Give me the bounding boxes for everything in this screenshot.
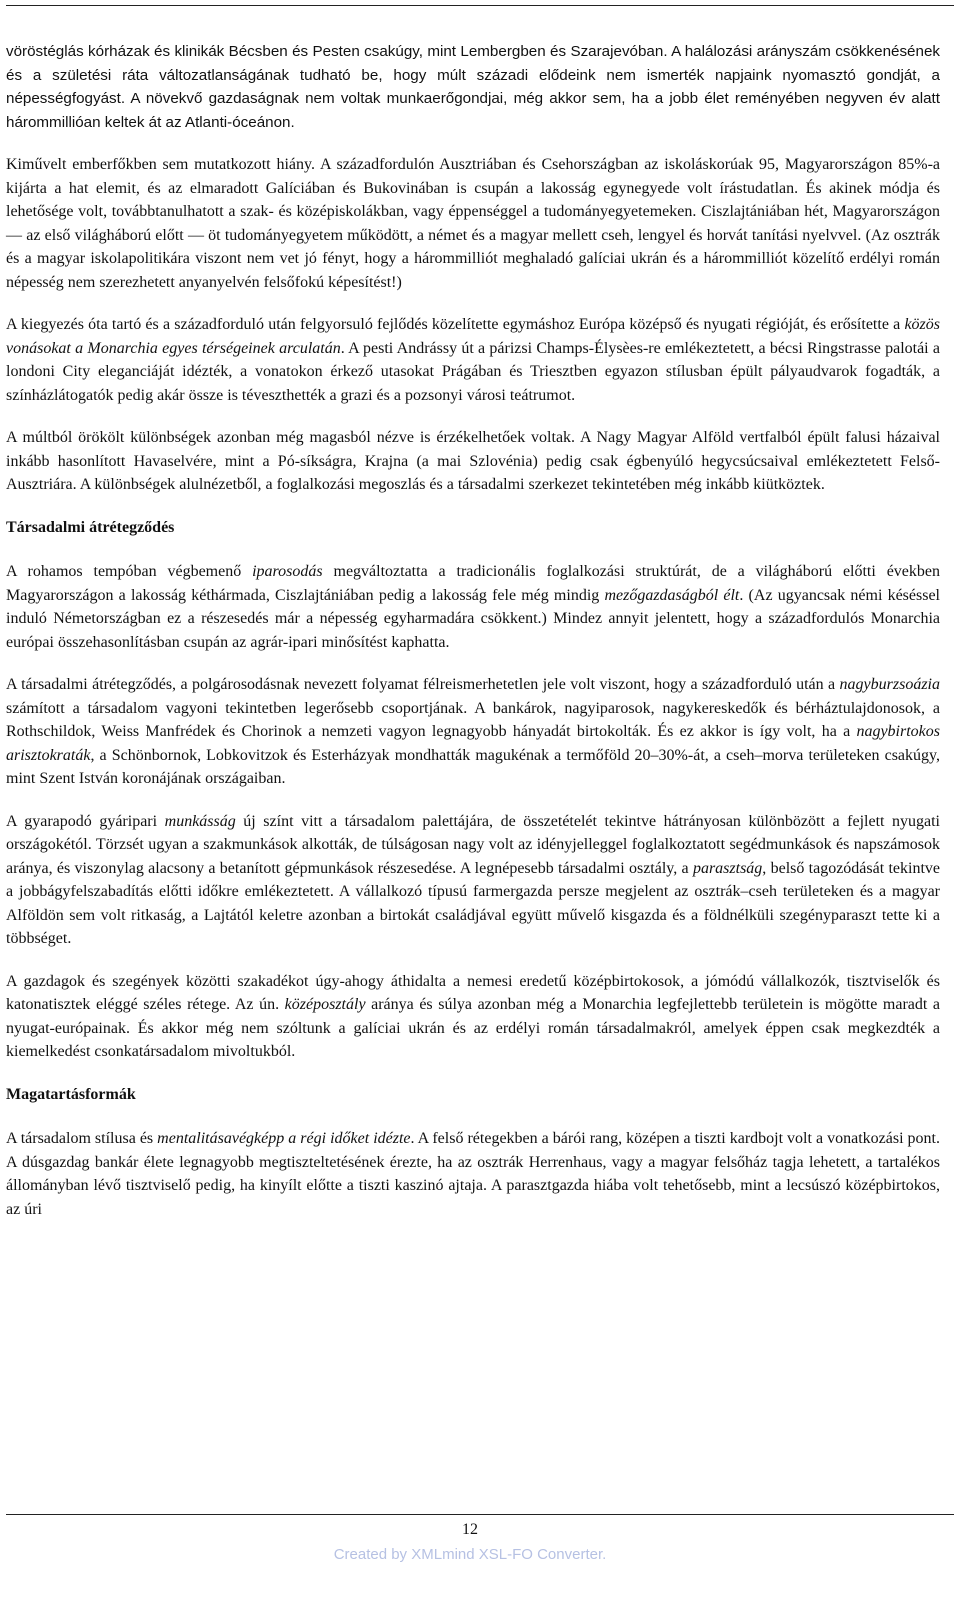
text-run: Magatartásformák [6,1085,136,1103]
paragraph [6,1127,940,1221]
emphasis-text: munkásság [164,812,236,830]
paragraph [6,426,940,497]
text-run: A társadalmi átrétegződés, a polgárosodásnak nevezett folyamat félreismerhetetlen jele volt viszont, hogy a századforduló után a [6,676,840,693]
text-run: , a Schönbornok, Lobkovitzok és Esterházyak mondhatták magukénak a termőföld 20–30%-át, a cseh–morva területeken csakúgy, mint Szent István koronájának országaiban. [6,746,940,787]
text-run: új színt vitt a társadalom palettájára, de összetételét tekintve hátrányosan különbözött a fejlett nyugati országokétól. Törzsét ugyan a szakmunkások alkották, de túlságosan nagy volt az idényjelleggel foglalkoztatott segédmunkások és napszámosok aránya, és viszonylag alacsony a betanított gépmunkások részesedése. A legnépesebb társadalmi osztály, a [6,812,941,877]
paragraph [6,560,940,654]
text-run: A kiegyezés óta tartó és a századforduló után felgyorsuló fejlődés közelítette egymáshoz Európa középső és nyugati régióját, és erősítette a [6,316,905,333]
text-run: , belső tagozódását tekintve a jobbágyfelszabadítás előtti időkre emlékeztetett. A vállalkozó típusú farmergazda persze megjelent az osztrák–cseh területeken és a magyar Alföldön sem volt ritkaság, a Lajtától keletre azonban a birtokát családjával együtt művelő kisgazda és a földnélküli szegényparaszt tette ki a többséget. [6,859,940,947]
text-run: . (Az ugyancsak némi késéssel induló Németországban ez a részesedés már a népesség egyharmadára csökkent.) Mindez annyit jelentett, hogy a századfordulós Monarchia európai összehasonlításban csupán az agrár-ipari minősítést kaphatta. [6,586,940,651]
document-body [6,40,940,1240]
emphasis-text: parasztság [692,859,763,877]
emphasis-text: mentalitásavégképp a régi időket idézte [157,1130,411,1147]
text-run: A rohamos tempóban végbemenő [6,563,253,580]
text-run: aránya és súlya azonban még a Monarchia legfejlettebb területein is mögötte maradt a nyugat-európainak. És akkor még nem szóltunk a galíciai ukrán és az erdélyi román társadalmakról, amelyek éppen csak megkezdték a kiemelkedést csonkatársadalom mivoltukból. [6,996,941,1060]
emphasis-text: nagyburzsoázia [839,676,940,693]
footer-rule [6,1514,954,1515]
top-rule [6,5,954,6]
paragraph [6,970,940,1064]
text-run: A társadalom stílusa és [6,1130,158,1147]
section-heading [6,1083,940,1107]
emphasis-text: nagybirtokos arisztokraták [6,723,940,764]
text-run: A gyarapodó gyáripari [6,812,165,830]
paragraph [6,40,940,134]
emphasis-text: középosztály [284,996,366,1013]
text-run: . A pesti Andrássy út a párizsi Champs-Élysèes-re emlékeztetett, a bécsi Ringstrasse palotái a londoni City eleganciáját idézték, a vonatokon érkező utasokat Prágában és Triesztben egyazon stílusban épült pályaudvarok fogadták, a színházlátogatók pedig akár össze is téveszthették a grazi és a pozsonyi városi teátrumot. [6,339,940,404]
paragraph [6,673,940,791]
text-run: Társadalmi átrétegződés [6,518,175,536]
converter-credit: Created by XMLmind XSL-FO Converter. [333,1546,607,1563]
paragraph [6,313,940,407]
text-run: . A felső rétegekben a bárói rang, középen a tiszti kardbojt volt a vonatkozási pont. A dúsgazdag bankár élete legnagyobb megtiszteltetésének érezte, ha az osztrák Herrenhaus, vagy a magyar felsőház tagja lehetett, a tartalékos állományban lévő tisztviselő pedig, ha kinyílt előtte a tiszti kaszinó ajtaja. A parasztgazda hiába volt tehetősebb, mint a lecsúszó középbirtokos, az úri [6,1130,940,1218]
emphasis-text: iparosodás [252,563,323,580]
text-run: A gazdagok és szegények közötti szakadékot úgy-ahogy áthidalta a nemesi eredetű középbirtokosok, a jómódú vállalkozók, tisztviselők és katonatisztek eléggé széles rétege. Az ún. [6,972,940,1013]
text-run: megváltoztatta a tradicionális foglalkozási struktúrát, de a világháború előtti években Magyarországon a lakosság kéthármada, Ciszlajtániában pedig a lakosság fele még mindig [6,563,940,604]
page-number: 12 [462,1521,478,1538]
text-run: Kiművelt emberfőkben sem mutatkozott hiány. A századfordulón Ausztriában és Csehországban az iskoláskorúak 95, Magyarországon 85%-a kijárta a hat elemit, és az elmaradott Galíciában és Bukovinában is csupán a lakosság egynegyede volt írástudatlan. És akinek módja és lehetősége volt, továbbtanulhatott a szak- és középiskolákban, vagy éppenséggel a tudományegyetemeken. Ciszlajtániában hét, Magyarországon — az első világháború előtt — öt tudományegyetem működött, a német és a magyar mellett cseh, lengyel és horvát tanítási nyelvvel. (Az osztrák és a magyar iskolapolitikára viszont nem vet jó fényt, hogy a hárommilliót meghaladó galíciai ukrán és a hárommilliót közelítő erdélyi román népesség nem szerezhetett anyanyelvén felsőfokú képesítést!) [6,156,940,291]
text-run: számított a társadalom vagyoni tekintetben legerősebb csoportjának. A bankárok, nagyiparosok, nagykereskedők és bérháztulajdonosok, a Rothschildok, Weiss Manfrédek és Chorinok a nemzeti vagyon legnagyobb hányadát birtokolták. És ez akkor is így volt, ha a [6,699,940,740]
text-run: A múltból örökölt különbségek azonban még magasból nézve is érzékelhetőek voltak. A Nagy Magyar Alföld vertfalból épült falusi házaival inkább hasonlított Havaselvére, mint a Pó-síkságra, Krajna (a mai Szlovénia) pedig csak égbenyúló hegycsúcsaival emlékeztetett Felső-Ausztriára. A különbségek alulnézetből, a foglalkozási megoszlás és a társadalmi szerkezet tekintetében még inkább kiütköztek. [6,429,940,493]
section-heading [6,516,940,540]
paragraph [6,153,940,294]
text-run: vöröstéglás kórházak és klinikák Bécsben és Pesten csakúgy, mint Lembergben és Szarajevóban. A halálozási arányszám csökkenésének és a születési ráta változatlanságának tudható be, hogy múlt századi elődeink nem ismerték napjaink nyomasztó gondját, a népességfogyást. A növekvő gazdaságnak nem voltak munkaerőgondjai, még akkor sem, ha a jobb élet reményében negyven év alatt hárommillióan keltek át az Atlanti-óceánon. [6,43,940,131]
paragraph [6,810,940,951]
emphasis-text: közös vonásokat a Monarchia egyes térségeinek arculatán [6,316,940,357]
emphasis-text: mezőgazdaságból élt [604,586,740,604]
